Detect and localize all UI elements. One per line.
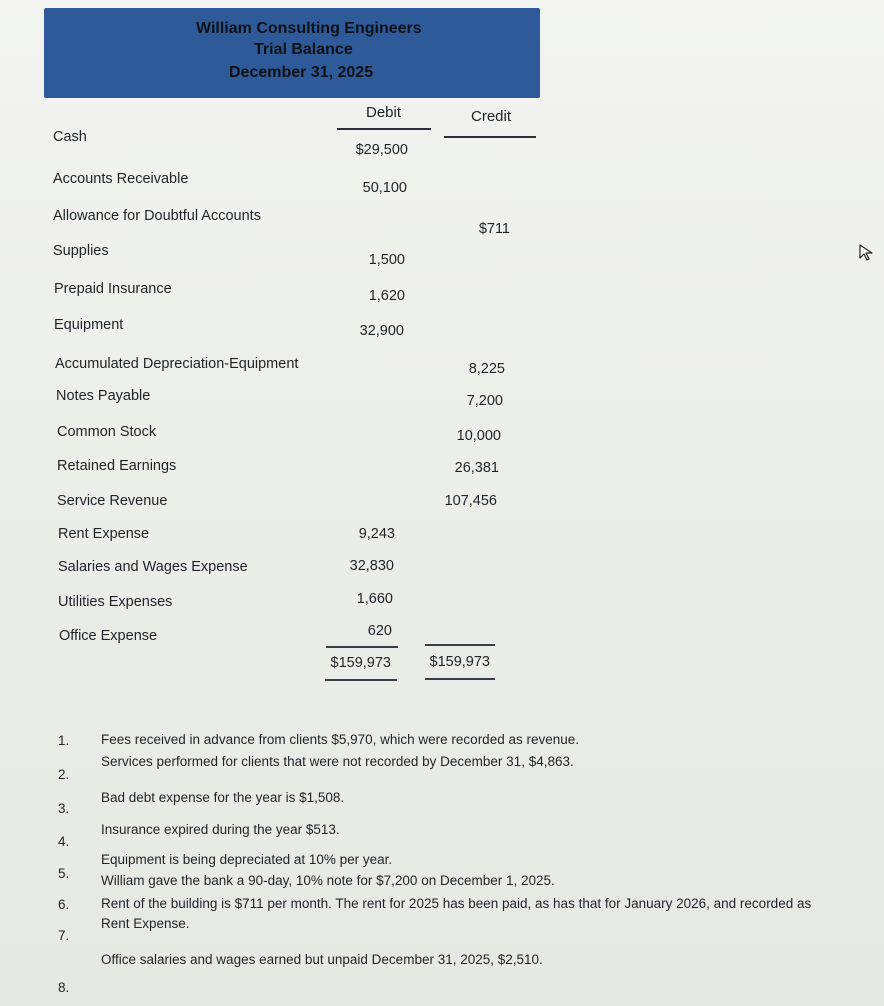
- account-name: Accounts Receivable: [53, 171, 189, 187]
- debit-total: $159,973: [330, 655, 391, 671]
- account-name: Salaries and Wages Expense: [58, 559, 248, 575]
- note-text: Insurance expired during the year $513.: [101, 822, 340, 837]
- debit-total-top-rule: [326, 646, 398, 648]
- credit-amount: 10,000: [456, 428, 501, 444]
- credit-amount: 8,225: [468, 361, 505, 377]
- account-name: Supplies: [53, 243, 109, 259]
- account-name: Common Stock: [57, 424, 157, 440]
- account-name: Rent Expense: [58, 526, 150, 542]
- account-name: Cash: [53, 129, 87, 145]
- credit-amount: 26,381: [454, 460, 499, 476]
- note-text: Equipment is being depreciated at 10% per year.: [101, 852, 393, 867]
- note-number: 4.: [58, 834, 70, 849]
- debit-amount: 620: [367, 623, 392, 639]
- account-name: Equipment: [54, 317, 124, 333]
- credit-column-header: Credit: [471, 108, 512, 125]
- debit-amount: 32,830: [349, 558, 394, 574]
- credit-amount: $711: [478, 221, 510, 237]
- debit-header-rule: [337, 128, 431, 130]
- note-text: Rent of the building is $711 per month. The rent for 2025 has been paid, as has that for January 2026, and recorded as Rent Expense.: [101, 896, 812, 931]
- credit-total: $159,973: [429, 654, 490, 670]
- note-number: 8.: [58, 980, 70, 995]
- debit-amount: 1,500: [368, 252, 405, 268]
- debit-total-bottom-rule: [325, 679, 397, 681]
- note-number: 2.: [58, 767, 70, 782]
- account-name: Accumulated Depreciation-Equipment: [55, 356, 299, 372]
- note-text: Bad debt expense for the year is $1,508.: [101, 790, 345, 805]
- mouse-pointer-icon: [858, 243, 876, 261]
- company-name: William Consulting Engineers: [196, 20, 422, 37]
- note-text: William gave the bank a 90-day, 10% note for $7,200 on December 1, 2025.: [101, 873, 555, 888]
- note-number: 6.: [58, 897, 70, 912]
- account-name: Office Expense: [59, 628, 158, 644]
- account-name: Allowance for Doubtful Accounts: [53, 208, 261, 224]
- debit-amount: 32,900: [359, 323, 404, 339]
- debit-amount: 1,660: [356, 591, 393, 607]
- credit-header-rule: [444, 136, 536, 138]
- report-title: Trial Balance: [254, 41, 353, 58]
- account-name: Notes Payable: [56, 388, 151, 404]
- note-text: Office salaries and wages earned but unpaid December 31, 2025, $2,510.: [101, 952, 543, 967]
- note-text: Services performed for clients that were not recorded by December 31, $4,863.: [101, 754, 574, 769]
- account-name: Prepaid Insurance: [54, 281, 172, 297]
- debit-amount: 1,620: [368, 288, 405, 304]
- account-name: Retained Earnings: [57, 458, 177, 474]
- note-number: 5.: [58, 866, 70, 881]
- debit-amount: 50,100: [362, 180, 407, 196]
- report-date: December 31, 2025: [229, 64, 374, 81]
- note-text: Fees received in advance from clients $5,970, which were recorded as revenue.: [101, 732, 580, 747]
- debit-amount: 9,243: [358, 526, 395, 542]
- credit-total-top-rule: [425, 644, 495, 646]
- debit-column-header: Debit: [366, 104, 402, 121]
- credit-amount: 107,456: [444, 493, 497, 509]
- account-name: Service Revenue: [57, 493, 168, 509]
- debit-amount: $29,500: [355, 142, 408, 158]
- account-name: Utilities Expenses: [58, 594, 173, 610]
- note-number: 1.: [58, 733, 70, 748]
- note-number: 7.: [58, 928, 70, 943]
- note-number: 3.: [58, 801, 70, 816]
- credit-amount: 7,200: [466, 393, 503, 409]
- credit-total-bottom-rule: [425, 678, 495, 680]
